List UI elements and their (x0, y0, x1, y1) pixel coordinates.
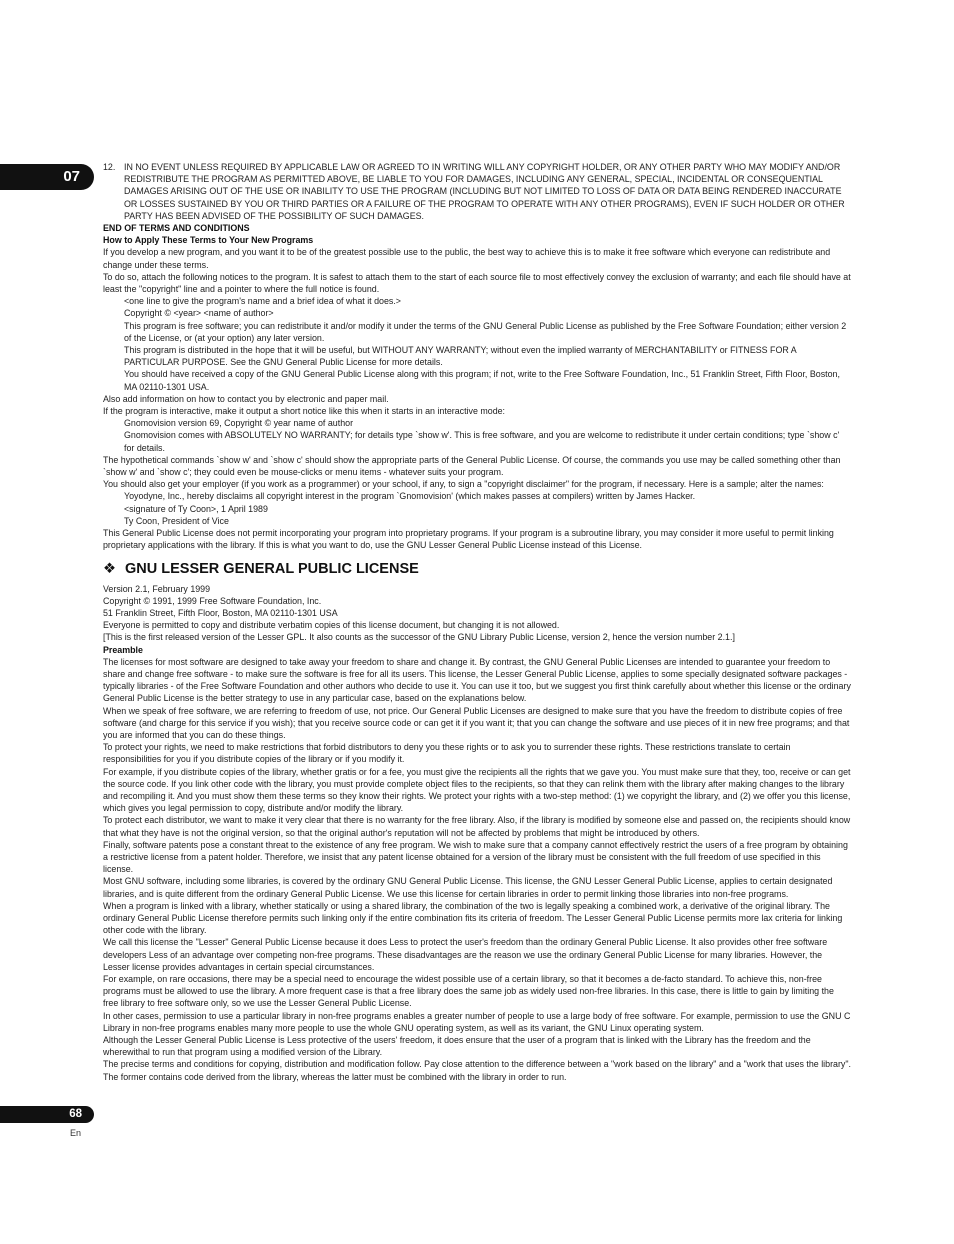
document-body (103, 161, 851, 1083)
indented-paragraph: Gnomovision comes with ABSOLUTELY NO WARRANTY; for details type `show w'. This is free software, and you are welcome to redistribute it under certain conditions; type `show c' for details. (124, 430, 840, 453)
paragraph: Although the Lesser General Public License is Less protective of the users' freedom, it does ensure that the user of a program that is linked with the Library has the freedom and the wherewithal to run that program using a modified version of the Library. (103, 1035, 811, 1058)
paragraph: To do so, attach the following notices to the program. It is safest to attach them to the start of each source file to most effectively convey the exclusion of warranty; and each file should have at least the "copyright" line and a pointer to where the full notice is found. (103, 271, 851, 295)
paragraph: When we speak of free software, we are referring to freedom of use, not price. Our General Public Licenses are designed to make sure that you have the freedom to distribute copies of free software (and charge for this service if you wish); that you receive source code or can get it if you want it; that you can change the software and use pieces of it in new free programs; and that you are informed that you can do these things. (103, 705, 850, 740)
preamble-heading: Preamble (103, 644, 143, 655)
chapter-number-tab: 07 (0, 164, 94, 190)
paragraph: We call this license the "Lesser" General Public License because it does Less to protect the user's freedom than the ordinary General Public License. It also provides other free software developers Less of an advantage over competing non-free programs. These disadvantages are the reason we use the ordinary General Public License for many libraries. However, the Lesser license provides advantages in certain special circumstances. (103, 937, 828, 972)
paragraph: You should also get your employer (if you work as a programmer) or your school, if any, to sign a "copyright disclaimer" for the program, if necessary. Here is a sample; alter the names: (103, 479, 824, 490)
paragraph: To protect each distributor, we want to make it very clear that there is no warranty for the free library. Also, if the library is modified by someone else and passed on, the recipients should know that what they have is not the original version, so that the original author's reputation will not be affected by problems that might be introduced by others. (103, 815, 851, 838)
paragraph: [This is the first released version of the Lesser GPL. It also counts as the successor of the GNU Library Public License, version 2, hence the version number 2.1.] (103, 632, 735, 643)
paragraph: The hypothetical commands `show w' and `show c' should show the appropriate parts of the General Public License. Of course, the commands you use may be called something other than `show w' and `show c'; they could even be mouse-clicks or menu items - whatever suits your program. (103, 454, 841, 478)
paragraph: The precise terms and conditions for copying, distribution and modification follow. Pay close attention to the difference between a "work based on the library" and a "work that uses the library". The former contains code derived from the library, whereas the latter must be combined with the library in order to run. (103, 1059, 851, 1082)
language-label: En (70, 1128, 82, 1138)
paragraph: Finally, software patents pose a constant threat to the existence of any free program. We wish to make sure that a company cannot effectively restrict the users of a free program by obtaining a restrictive license from a patent holder. Therefore, we insist that any patent license obtained for a version of the library must be consistent with the full freedom of use specified in this license. (103, 839, 848, 875)
page-number-tab: 68 (0, 1106, 94, 1123)
paragraph: To protect your rights, we need to make restrictions that forbid distributors to deny you these rights or to ask you to surrender these rights. These restrictions translate to certain responsibilities for you if you distribute copies of the library or if you modify it. (103, 742, 791, 765)
indented-paragraph: Ty Coon, President of Vice (124, 515, 229, 526)
list-item-number: 12. (103, 162, 116, 172)
paragraph: For example, on rare occasions, there may be a special need to encourage the widest possible use of a certain library, so that it becomes a de-facto standard. To achieve this, non-free programs must be allowed to use the library. A more frequent case is that a free library does the same job as widely used non-free libraries. In this case, there is little to gain by limiting the free library to free software only, so we use the Lesser General Public License. (103, 974, 834, 1009)
paragraph: This General Public License does not permit incorporating your program into proprietary programs. If your program is a subroutine library, you may consider it more useful to permit linking proprietary applications with the library. If this is what you want to do, use the GNU Lesser General Public License instead of this License. (103, 528, 834, 551)
list-item-text: IN NO EVENT UNLESS REQUIRED BY APPLICABLE LAW OR AGREED TO IN WRITING WILL ANY COPYRIGHT HOLDER, OR ANY OTHER PARTY WHO MAY MODIFY AND/OR REDISTRIBUTE THE PROGRAM AS PERMITTED ABOVE, BE LIABLE TO YOU FOR DAMAGES, INCLUDING ANY GENERAL, SPECIAL, INCIDENTAL OR CONSEQUENTIAL DAMAGES ARISING OUT OF THE USE OR INABILITY TO USE THE PROGRAM (INCLUDING BUT NOT LIMITED TO LOSS OF DATA OR DATA BEING RENDERED INACCURATE OR LOSSES SUSTAINED BY YOU OR THIRD PARTIES OR A FAILURE OF THE PROGRAM TO OPERATE WITH ANY OTHER PROGRAMS), EVEN IF SUCH HOLDER OR OTHER PARTY HAS BEEN ADVISED OF THE POSSIBILITY OF SUCH DAMAGES. (124, 162, 845, 221)
paragraph: Most GNU software, including some libraries, is covered by the ordinary GNU General Public License. This license, the GNU Lesser General Public License, applies to certain designated libraries, and is quite different from the ordinary General Public License. We use this license for certain libraries in order to permit linking those libraries into non-free programs. (103, 876, 833, 899)
how-to-apply-heading: How to Apply These Terms to Your New Programs (103, 235, 314, 246)
diamond-bullet-icon: ❖ (103, 560, 116, 577)
paragraph: In other cases, permission to use a particular library in non-free programs enables a greater number of people to use a large body of free software. For example, permission to use the GNU C Library in non-free programs enables many more people to use the whole GNU operating system, as well as its variant, the GNU Linux operating system. (103, 1010, 851, 1033)
end-of-terms-heading: END OF TERMS AND CONDITIONS (103, 223, 250, 234)
indented-paragraph: Gnomovision version 69, Copyright © year name of author (124, 418, 354, 429)
indented-paragraph: This program is distributed in the hope that it will be useful, but WITHOUT ANY WARRANTY; without even the implied warranty of MERCHANTABILITY or FITNESS FOR A PARTICULAR PURPOSE. See the GNU General Public License for more details. (124, 345, 797, 368)
list-item-12 (103, 161, 851, 222)
paragraph: For example, if you distribute copies of the library, whether gratis or for a fee, you must give the recipients all the rights that we gave you. You must make sure that they, too, receive or can get the source code. If you link other code with the library, you must provide complete object files to the recipients, so that they can relink them with the library after making changes to the library and recompiling it. And you must show them these terms so they know their rights. We protect your rights with a two-step method: (1) we copyright the library, and (2) we offer you this license, which gives you legal permission to copy, distribute and/or modify the library. (103, 766, 851, 814)
copyright-line: Copyright © 1991, 1999 Free Software Foundation, Inc. (103, 595, 322, 606)
paragraph: The licenses for most software are designed to take away your freedom to share and change it. By contrast, the GNU General Public Licenses are intended to guarantee your freedom to share and change free software - to make sure the software is free for all its users. This license, the Lesser General Public License, applies to some specially designated software packages - typically libraries - of the Free Software Foundation and other authors who decide to use it. You can use it too, but we suggest you first think carefully about whether this license or the ordinary General Public License is the better strategy to use in any particular case, based on the explanations below. (103, 656, 851, 704)
lgpl-heading-text: GNU LESSER GENERAL PUBLIC LICENSE (125, 560, 419, 577)
paragraph: If you develop a new program, and you want it to be of the greatest possible use to the public, the best way to achieve this is to make it free software which everyone can redistribute and change under these terms. (103, 247, 831, 270)
paragraph: Also add information on how to contact you by electronic and paper mail. (103, 393, 389, 404)
paragraph: Everyone is permitted to copy and distribute verbatim copies of this license document, but changing it is not allowed. (103, 620, 560, 631)
indented-paragraph: <one line to give the program's name and a brief idea of what it does.> (124, 296, 401, 307)
indented-paragraph: Yoyodyne, Inc., hereby disclaims all copyright interest in the program `Gnomovision' (which makes passes at compilers) written by James Hacker. (124, 491, 696, 502)
address-line: 51 Franklin Street, Fifth Floor, Boston, MA 02110-1301 USA (103, 607, 338, 618)
paragraph: When a program is linked with a library, whether statically or using a shared library, the combination of the two is legally speaking a combined work, a derivative of the original library. The ordinary General Public License therefore permits such linking only if the entire combination fits its criteria of freedom. The Lesser General Public License permits more lax criteria for linking other code with the library. (103, 900, 843, 936)
version-line: Version 2.1, February 1999 (103, 583, 211, 594)
paragraph: If the program is interactive, make it output a short notice like this when it starts in an interactive mode: (103, 406, 506, 417)
indented-paragraph: Copyright © <year> <name of author> (124, 308, 274, 319)
indented-paragraph: This program is free software; you can redistribute it and/or modify it under the terms of the GNU General Public License as published by the Free Software Foundation; either version 2 of the License, or (at your option) any later version. (124, 320, 847, 343)
lgpl-section-heading (103, 560, 851, 578)
indented-paragraph: <signature of Ty Coon>, 1 April 1989 (124, 503, 268, 514)
indented-paragraph: You should have received a copy of the GNU General Public License along with this program; if not, write to the Free Software Foundation, Inc., 51 Franklin Street, Fifth Floor, Boston, MA 02110-1301 USA. (124, 369, 840, 392)
